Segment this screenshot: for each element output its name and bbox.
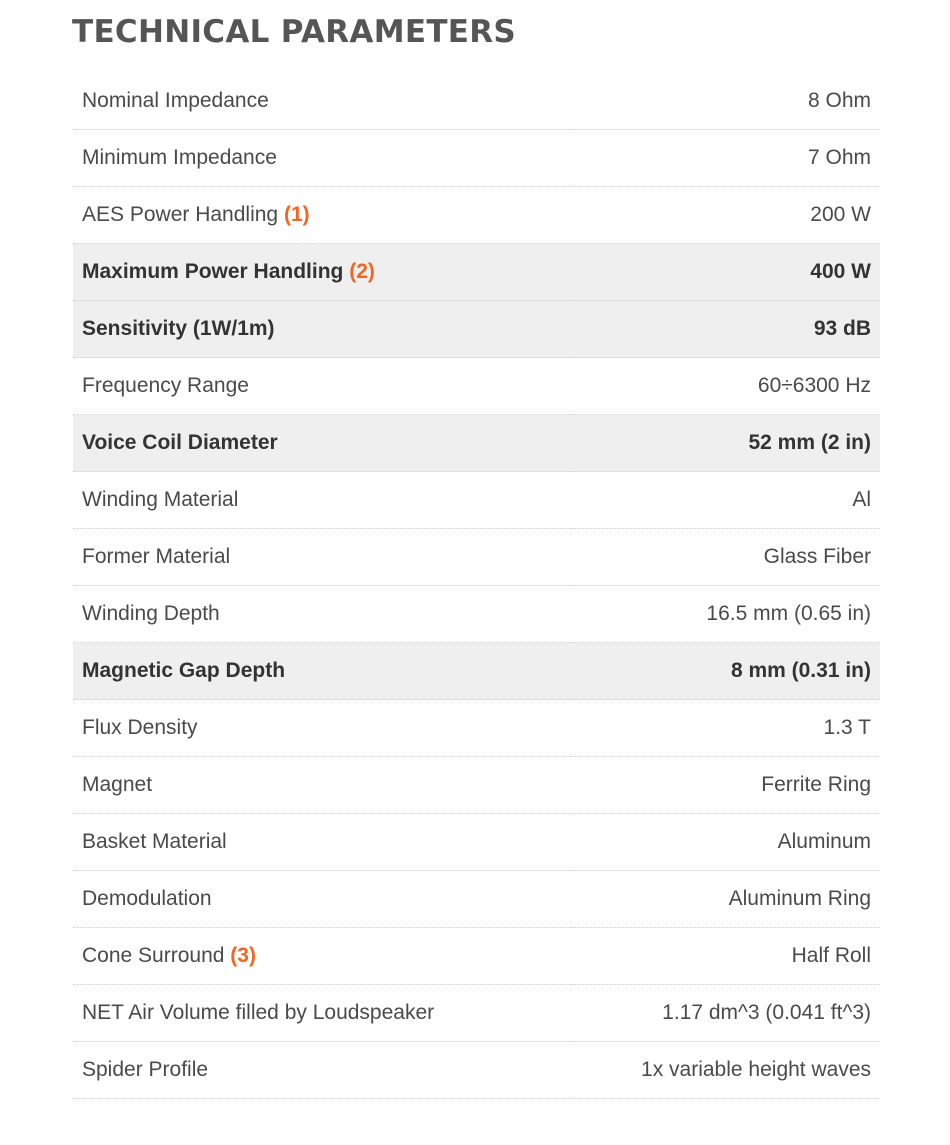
parameter-label-cell <box>73 586 571 643</box>
parameter-label: Maximum Power Handling <box>82 260 344 283</box>
parameter-value: 52 mm (2 in) <box>571 415 880 472</box>
parameter-label-cell <box>73 871 571 928</box>
table-row <box>73 472 880 529</box>
technical-parameters-table <box>73 73 880 1099</box>
parameter-label-cell <box>73 415 571 472</box>
parameter-label: Nominal Impedance <box>82 89 269 112</box>
footnote-reference: (2) <box>349 260 375 283</box>
table-row <box>73 415 880 472</box>
table-row <box>73 985 880 1042</box>
table-row <box>73 643 880 700</box>
parameter-label: Minimum Impedance <box>82 146 277 169</box>
parameter-value: 8 Ohm <box>571 73 880 130</box>
parameter-label-cell <box>73 928 571 985</box>
parameter-label: Winding Depth <box>82 602 220 625</box>
table-row <box>73 187 880 244</box>
parameter-label: Sensitivity (1W/1m) <box>82 317 275 340</box>
parameter-label-cell <box>73 700 571 757</box>
parameter-label-cell <box>73 1042 571 1099</box>
parameter-value: Aluminum Ring <box>571 871 880 928</box>
table-row <box>73 358 880 415</box>
table-row <box>73 928 880 985</box>
parameter-label-cell <box>73 244 571 301</box>
parameter-value: Al <box>571 472 880 529</box>
table-row <box>73 301 880 358</box>
parameter-value: 8 mm (0.31 in) <box>571 643 880 700</box>
table-row <box>73 244 880 301</box>
parameter-label: Frequency Range <box>82 374 249 397</box>
parameter-value: Half Roll <box>571 928 880 985</box>
parameter-value: 1.17 dm^3 (0.041 ft^3) <box>571 985 880 1042</box>
parameter-value: 400 W <box>571 244 880 301</box>
table-row <box>73 871 880 928</box>
table-row <box>73 700 880 757</box>
table-row <box>73 1042 880 1099</box>
footnote-reference: (3) <box>230 944 256 967</box>
parameter-label-cell <box>73 301 571 358</box>
parameter-label-cell <box>73 130 571 187</box>
parameter-label: Former Material <box>82 545 231 568</box>
parameter-label: Flux Density <box>82 716 198 739</box>
parameter-label-cell <box>73 472 571 529</box>
parameter-label: Magnetic Gap Depth <box>82 659 286 682</box>
parameter-label: Magnet <box>82 773 153 796</box>
parameter-value: Ferrite Ring <box>571 757 880 814</box>
parameter-value: 93 dB <box>571 301 880 358</box>
parameter-value: 1x variable height waves <box>571 1042 880 1099</box>
parameter-label: Cone Surround <box>82 944 225 967</box>
table-row <box>73 529 880 586</box>
parameter-value: 200 W <box>571 187 880 244</box>
parameter-label-cell <box>73 985 571 1042</box>
parameter-label: NET Air Volume filled by Loudspeaker <box>82 1001 435 1024</box>
parameter-value: 16.5 mm (0.65 in) <box>571 586 880 643</box>
parameter-value: 7 Ohm <box>571 130 880 187</box>
parameter-label: Spider Profile <box>82 1058 209 1081</box>
table-row <box>73 757 880 814</box>
parameter-value: Glass Fiber <box>571 529 880 586</box>
table-row <box>73 130 880 187</box>
parameter-label-cell <box>73 187 571 244</box>
table-row <box>73 586 880 643</box>
parameter-label-cell <box>73 757 571 814</box>
parameter-label-cell <box>73 73 571 130</box>
parameter-label-cell <box>73 529 571 586</box>
footnote-reference: (1) <box>283 203 310 226</box>
parameter-value: Aluminum <box>571 814 880 871</box>
page-title: TECHNICAL PARAMETERS <box>72 14 517 50</box>
parameter-label: Demodulation <box>82 887 212 910</box>
table-body <box>73 73 880 1099</box>
parameter-label: Basket Material <box>82 830 227 853</box>
parameter-label: AES Power Handling <box>82 203 279 226</box>
parameter-label: Voice Coil Diameter <box>82 431 278 454</box>
parameter-value: 60÷6300 Hz <box>571 358 880 415</box>
parameter-label: Winding Material <box>82 488 239 511</box>
parameter-label-cell <box>73 643 571 700</box>
parameter-label-cell <box>73 358 571 415</box>
parameter-value: 1.3 T <box>571 700 880 757</box>
table-row <box>73 814 880 871</box>
table-row <box>73 73 880 130</box>
parameter-label-cell <box>73 814 571 871</box>
